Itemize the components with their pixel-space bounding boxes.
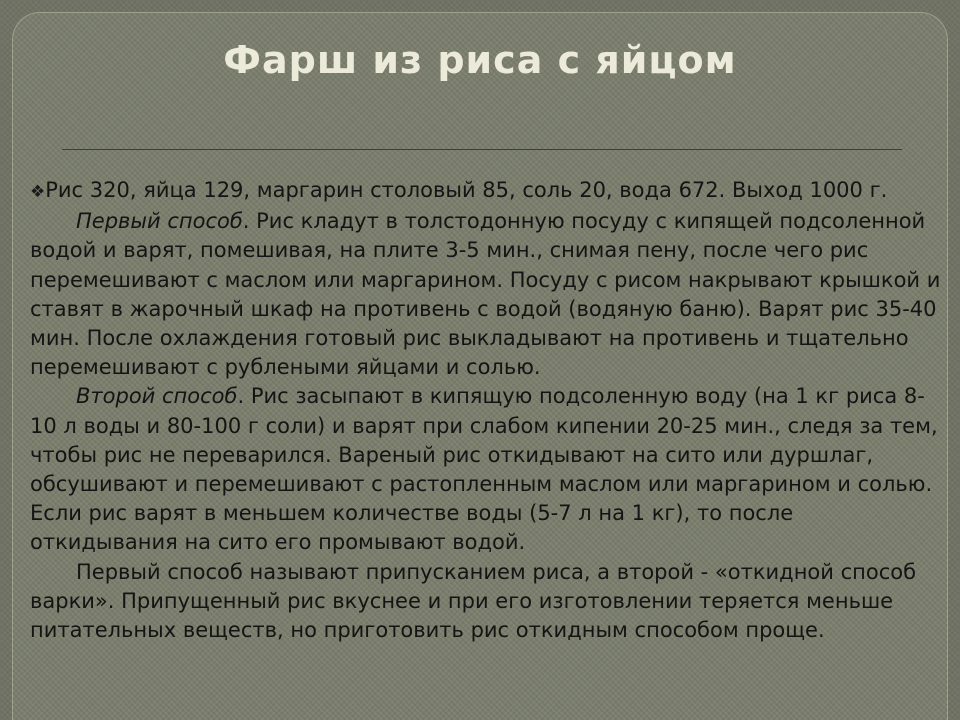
conclusion-paragraph: [30, 558, 945, 646]
title-divider: [62, 149, 902, 150]
method2-label: Второй способ: [76, 384, 238, 409]
conclusion-text: Первый способ называют припусканием риса, а второй - «откидной способ варки». Припущенный рис вкуснее и при его изготовлении теряется меньше питательных веществ, но приготовить рис откидным способом проще.: [30, 559, 917, 643]
ingredients-paragraph: [30, 176, 945, 207]
ingredients-text: Рис 320, яйца 129, маргарин столовый 85, соль 20, вода 672. Выход 1000 г.: [45, 178, 888, 202]
method1-text: . Рис кладут в толстодонную посуду с кипящей подсоленной водой и варят, помешивая, на плите 3-5 мин., снимая пену, после чего рис перемешивают с маслом или маргарином. Посуду с рисом накрывают крышкой и ставят в жарочный шкаф на противень с водой (водяную баню). Варят рис 35-40 мин. После охлаждения готовый рис выкладывают на противень и тщательно перемешивают с рублеными яйцами и солью.: [30, 209, 941, 380]
diamond-bullet-icon: ❖: [30, 182, 46, 202]
method2-text: . Рис засыпают в кипящую подсоленную воду (на 1 кг риса 8-10 л воды и 80-100 г соли) и варят при слабом кипении 20-25 мин., следя за тем, чтобы рис не переварился. Вареный рис откидывают на сито или дуршлаг, обсушивают и перемешивают с растопленным маслом или маргарином и солью. Если рис варят в меньшем количестве воды (5-7 л на 1 кг), то после откидывания на сито его промывают водой.: [30, 384, 938, 555]
method1-paragraph: [30, 207, 945, 382]
slide-title: Фарш из риса с яйцом: [223, 38, 737, 82]
method1-label: Первый способ: [76, 209, 243, 234]
method2-paragraph: [30, 382, 945, 557]
slide-body: [30, 176, 945, 645]
